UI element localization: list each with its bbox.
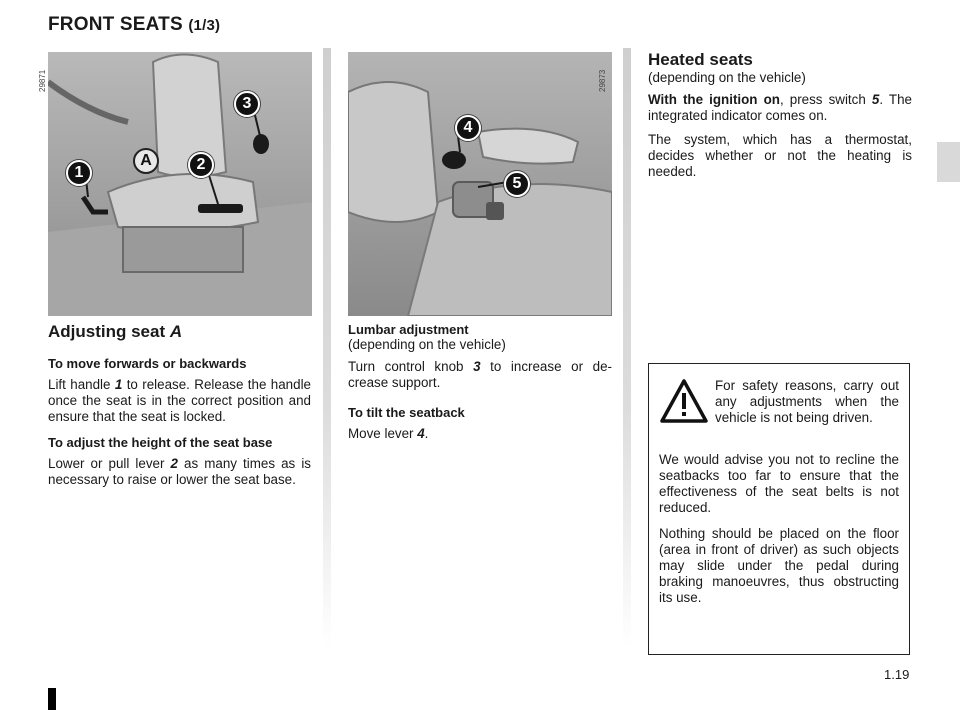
- page-number: 1.19: [884, 667, 910, 682]
- photo-id: 29871: [38, 69, 47, 92]
- seat-adjustment-photo: [48, 52, 312, 316]
- callout-4: 4: [455, 115, 481, 141]
- page-title: [48, 14, 220, 36]
- safety-warning-box: [648, 363, 910, 655]
- paragraph: The system, which has a thermostat, decides whether or not the heating is needed.: [648, 132, 912, 179]
- note: (depending on the vehicle): [648, 70, 806, 85]
- section-heading: Adjusting seat A: [48, 322, 183, 341]
- adjusting-seat-section: [48, 322, 311, 498]
- lumbar-section: [348, 322, 612, 452]
- paragraph: Nothing should be placed on the floor (area in front of driver) as such objects may slide under the pedal during braking manoeuvres, thus obstructing its use.: [659, 526, 899, 605]
- seat-illustration: [48, 52, 312, 316]
- paragraph: With the ignition on, press switch 5. The integrated indicator comes on.: [648, 92, 912, 123]
- section-heading: Heated seats: [648, 50, 753, 69]
- heated-seats-section: [648, 50, 912, 190]
- subheading: To tilt the seatback: [348, 405, 465, 420]
- page-title-text: FRONT SEATS: [48, 14, 183, 35]
- page-part: (1/3): [188, 17, 221, 34]
- paragraph: Move lever 4.: [348, 426, 429, 441]
- column-divider: [623, 48, 631, 648]
- photo-id: 29873: [598, 69, 607, 92]
- section-tab: [937, 142, 960, 182]
- subheading: To move forwards or backwards: [48, 356, 247, 371]
- warning-lead: For safety reasons, carry out any adjustments when the vehicle is not being driven.: [715, 378, 899, 425]
- paragraph: We would advise you not to recline the seatbacks too far to ensure that the effectiveness of the seat belts is not reduced.: [659, 452, 899, 515]
- callout-1: 1: [66, 160, 92, 186]
- column-divider: [323, 48, 331, 648]
- callout-2: 2: [188, 152, 214, 178]
- subheading: To adjust the height of the seat base: [48, 435, 273, 450]
- paragraph: Lower or pull lever 2 as many times as is necessary to raise or lower the seat base.: [48, 456, 311, 487]
- lumbar-heating-photo: [348, 52, 612, 316]
- console-illustration: [348, 52, 612, 316]
- warning-body: [659, 452, 899, 616]
- corner-mark: [48, 688, 56, 710]
- note: (depending on the vehicle): [348, 337, 506, 352]
- subheading: Lumbar adjustment: [348, 322, 469, 337]
- paragraph: Turn control knob 3 to increase or de- crease support.: [348, 359, 612, 390]
- warning-triangle-icon: [659, 378, 709, 424]
- callout-5: 5: [504, 171, 530, 197]
- callout-3: 3: [234, 91, 260, 117]
- paragraph: Lift handle 1 to release. Release the handle once the seat is in the correct position and ensure that the seat is locked.: [48, 377, 312, 424]
- callout-a: A: [133, 148, 159, 174]
